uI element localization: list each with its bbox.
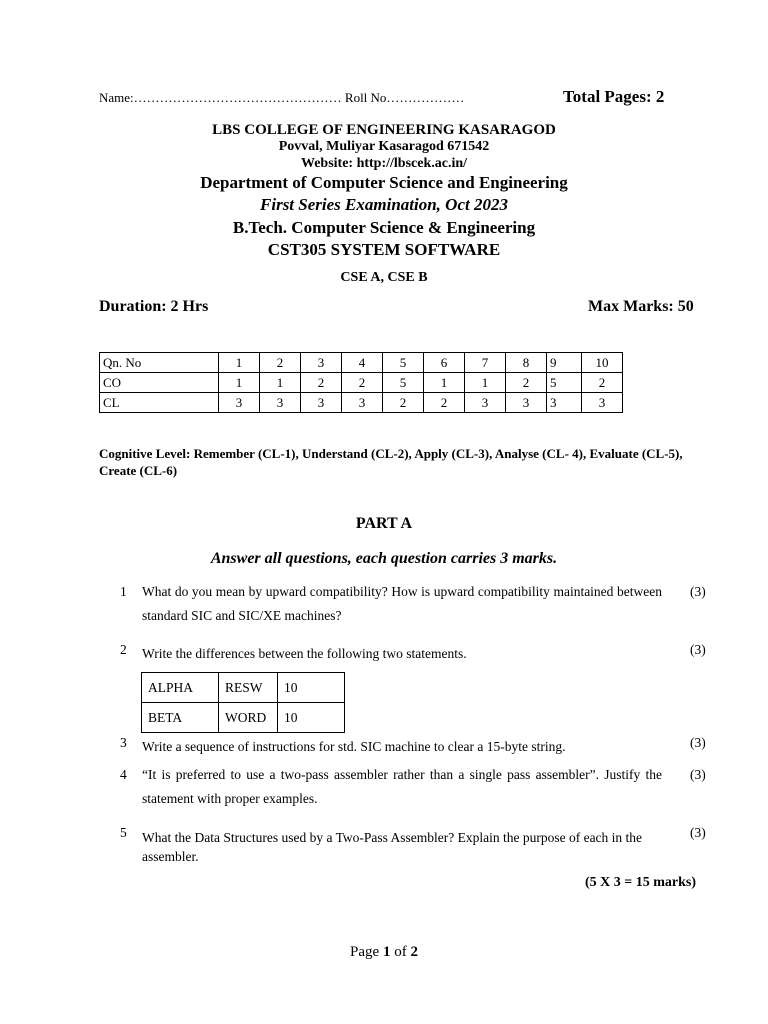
- college-website: Website: http://lbscek.ac.in/: [300, 156, 468, 171]
- department-title: Department of Computer Science and Engineering: [200, 173, 568, 192]
- table-cell: RESW: [219, 673, 278, 703]
- degree-title: B.Tech. Computer Science & Engineering: [232, 218, 536, 237]
- question-marks: (3): [690, 642, 706, 657]
- table-row: [142, 673, 345, 703]
- table-cell: 1: [424, 373, 465, 393]
- table-cell: 2: [301, 373, 342, 393]
- table-cell: 10: [582, 353, 623, 373]
- table-cell: 2: [383, 393, 424, 413]
- table-cell: 2: [506, 373, 547, 393]
- table-cell: 3: [219, 393, 260, 413]
- name-roll-line: Name:………………………………………… Roll No………………: [99, 90, 465, 105]
- table-cell: 8: [506, 353, 547, 373]
- question-text: What do you mean by upward compatibility? How is upward compatibility maintained between standard SIC and SIC/XE machines?: [142, 584, 662, 623]
- table-cell: 2: [342, 373, 383, 393]
- question-marks: (3): [690, 584, 706, 599]
- table-cell: 1: [219, 373, 260, 393]
- table-cell: 3: [260, 393, 301, 413]
- duration: Duration: 2 Hrs: [99, 298, 209, 315]
- course-title: CST305 SYSTEM SOFTWARE: [267, 240, 501, 259]
- max-marks: Max Marks: 50: [588, 298, 694, 315]
- table-row: [100, 353, 623, 373]
- question-marks: (3): [690, 767, 706, 782]
- question-number: 4: [120, 767, 127, 782]
- table-cell: 5: [547, 373, 582, 393]
- table-cell: WORD: [219, 703, 278, 733]
- question-number: 2: [120, 642, 127, 657]
- table-cell: 3: [342, 393, 383, 413]
- co-cl-table: [99, 352, 623, 413]
- table-cell: 9: [547, 353, 582, 373]
- table-cell: 3: [465, 393, 506, 413]
- question-marks: (3): [690, 735, 706, 750]
- page-prefix: Page: [350, 944, 380, 960]
- table-cell: 1: [219, 353, 260, 373]
- table-cell: ALPHA: [142, 673, 219, 703]
- question-text: Write the differences between the following two statements.: [142, 646, 467, 661]
- question-number: 5: [120, 825, 127, 840]
- part-a-title: PART A: [355, 515, 413, 532]
- row-label: CL: [100, 393, 219, 413]
- table-cell: 2: [582, 373, 623, 393]
- table-cell: 3: [547, 393, 582, 413]
- table-cell: 3: [506, 393, 547, 413]
- page-total: 2: [410, 944, 418, 960]
- page-number: [0, 944, 768, 961]
- table-cell: 3: [301, 393, 342, 413]
- question-text: Write a sequence of instructions for std. SIC machine to clear a 15-byte string.: [142, 739, 566, 754]
- page-current: 1: [382, 944, 391, 960]
- table-cell: 3: [582, 393, 623, 413]
- table-cell: 1: [465, 373, 506, 393]
- question-number: 3: [120, 735, 127, 750]
- part-a-instruction: Answer all questions, each question carries 3 marks.: [210, 550, 558, 567]
- table-cell: 10: [278, 673, 345, 703]
- table-cell: 5: [383, 373, 424, 393]
- table-row: [100, 373, 623, 393]
- cognitive-level-note: Cognitive Level: Remember (CL-1), Understand (CL-2), Apply (CL-3), Analyse (CL- 4), Evaluate (CL-5), Create (CL-6): [99, 446, 683, 478]
- table-row: [142, 703, 345, 733]
- table-cell: 5: [383, 353, 424, 373]
- table-row: [100, 393, 623, 413]
- table-cell: 7: [465, 353, 506, 373]
- table-cell: 10: [278, 703, 345, 733]
- table-cell: BETA: [142, 703, 219, 733]
- table-cell: 4: [342, 353, 383, 373]
- part-a-total-marks: (5 X 3 = 15 marks): [585, 875, 697, 890]
- total-pages: Total Pages: 2: [563, 87, 665, 106]
- page-of: of: [394, 944, 407, 960]
- question-text: “It is preferred to use a two-pass assembler rather than a single pass assembler”. Justify the statement with proper examples.: [142, 767, 662, 806]
- college-address: Povval, Muliyar Kasaragod 671542: [278, 139, 490, 154]
- table-cell: 6: [424, 353, 465, 373]
- exam-title: First Series Examination, Oct 2023: [260, 195, 508, 214]
- row-label: CO: [100, 373, 219, 393]
- question-marks: (3): [690, 825, 706, 840]
- row-label: Qn. No: [100, 353, 219, 373]
- statements-table: [141, 672, 345, 733]
- table-cell: 2: [424, 393, 465, 413]
- college-name: LBS COLLEGE OF ENGINEERING KASARAGOD: [212, 122, 556, 138]
- question-text: What the Data Structures used by a Two-Pass Assembler? Explain the purpose of each in the assembler.: [142, 830, 643, 864]
- table-cell: 3: [301, 353, 342, 373]
- table-cell: 2: [260, 353, 301, 373]
- class-sections: CSE A, CSE B: [340, 270, 428, 285]
- table-cell: 1: [260, 373, 301, 393]
- question-number: 1: [120, 584, 127, 599]
